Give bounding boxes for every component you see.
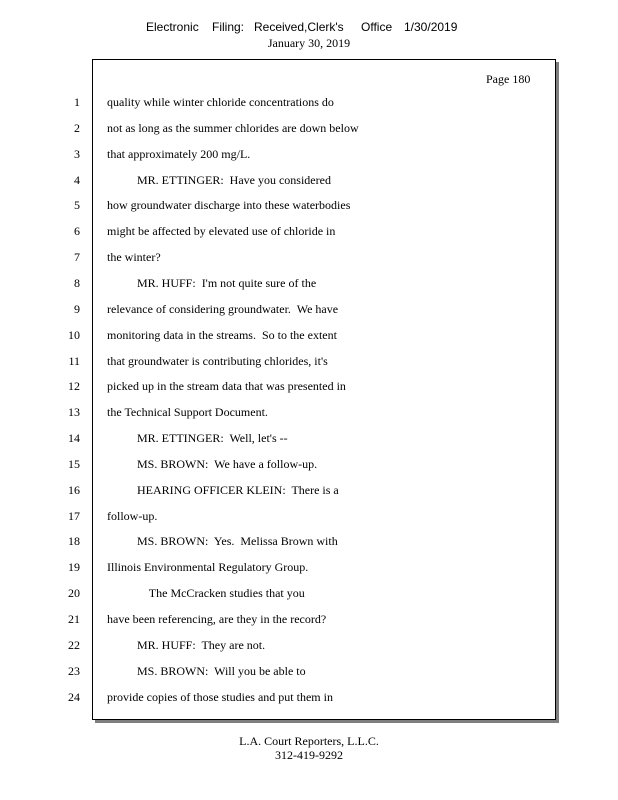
line-text: relevance of considering groundwater. We have [107, 302, 339, 316]
line-number: 11 [68, 354, 80, 368]
page-number: Page 180 [486, 72, 531, 86]
filing-word-filing: Filing: [212, 20, 245, 34]
footer-phone: 312-419-9292 [275, 748, 343, 762]
line-number: 20 [68, 586, 80, 600]
line-number: 6 [74, 224, 80, 238]
line-number: 18 [68, 534, 80, 548]
line-text: MR. ETTINGER: Have you considered [107, 173, 331, 187]
filing-word-received: Received,Clerk's [254, 20, 344, 34]
line-text: that groundwater is contributing chlorides, it's [107, 354, 328, 368]
line-text: the Technical Support Document. [107, 405, 268, 419]
line-number: 23 [68, 664, 80, 678]
line-text: the winter? [107, 250, 161, 264]
line-number: 1 [74, 95, 80, 109]
footer-company: L.A. Court Reporters, L.L.C. [239, 734, 379, 748]
filing-date: January 30, 2019 [267, 36, 351, 50]
line-number: 8 [74, 276, 80, 290]
line-number: 17 [68, 509, 80, 523]
line-number: 16 [68, 483, 80, 497]
line-number: 21 [68, 612, 80, 626]
line-number: 12 [68, 379, 80, 393]
line-number: 9 [74, 302, 80, 316]
line-number: 14 [68, 431, 80, 445]
filing-word-office: Office [361, 20, 393, 34]
line-text: MR. HUFF: I'm not quite sure of the [107, 276, 317, 290]
line-text: picked up in the stream data that was presented in [107, 379, 346, 393]
line-text: MS. BROWN: Will you be able to [107, 664, 306, 678]
filing-date-stamp: 1/30/2019 [404, 20, 458, 34]
line-text: have been referencing, are they in the record? [107, 612, 327, 626]
line-text: provide copies of those studies and put them in [107, 690, 333, 704]
line-number: 19 [68, 560, 80, 574]
line-text: monitoring data in the streams. So to the extent [107, 328, 337, 342]
line-number: 15 [68, 457, 80, 471]
line-text: MR. ETTINGER: Well, let's -- [107, 431, 288, 445]
line-text: MS. BROWN: We have a follow-up. [107, 457, 318, 471]
line-text: follow-up. [107, 509, 158, 523]
line-text: MS. BROWN: Yes. Melissa Brown with [107, 534, 338, 548]
line-text: Illinois Environmental Regulatory Group. [107, 560, 309, 574]
line-number: 7 [74, 250, 80, 264]
line-number: 13 [68, 405, 80, 419]
line-number: 4 [74, 173, 80, 187]
line-text: that approximately 200 mg/L. [107, 147, 251, 161]
line-number: 24 [68, 690, 80, 704]
line-text: not as long as the summer chlorides are down below [107, 121, 359, 135]
line-number: 10 [68, 328, 80, 342]
line-text: how groundwater discharge into these waterbodies [107, 198, 351, 212]
line-text: HEARING OFFICER KLEIN: There is a [107, 483, 339, 497]
line-number: 5 [74, 198, 80, 212]
line-number: 3 [74, 147, 80, 161]
line-number: 22 [68, 638, 80, 652]
line-text: quality while winter chloride concentrations do [107, 95, 334, 109]
line-text: The McCracken studies that you [107, 586, 305, 600]
line-text: might be affected by elevated use of chloride in [107, 224, 336, 238]
line-text: MR. HUFF: They are not. [107, 638, 266, 652]
line-number: 2 [74, 121, 80, 135]
filing-word-electronic: Electronic [146, 20, 199, 34]
